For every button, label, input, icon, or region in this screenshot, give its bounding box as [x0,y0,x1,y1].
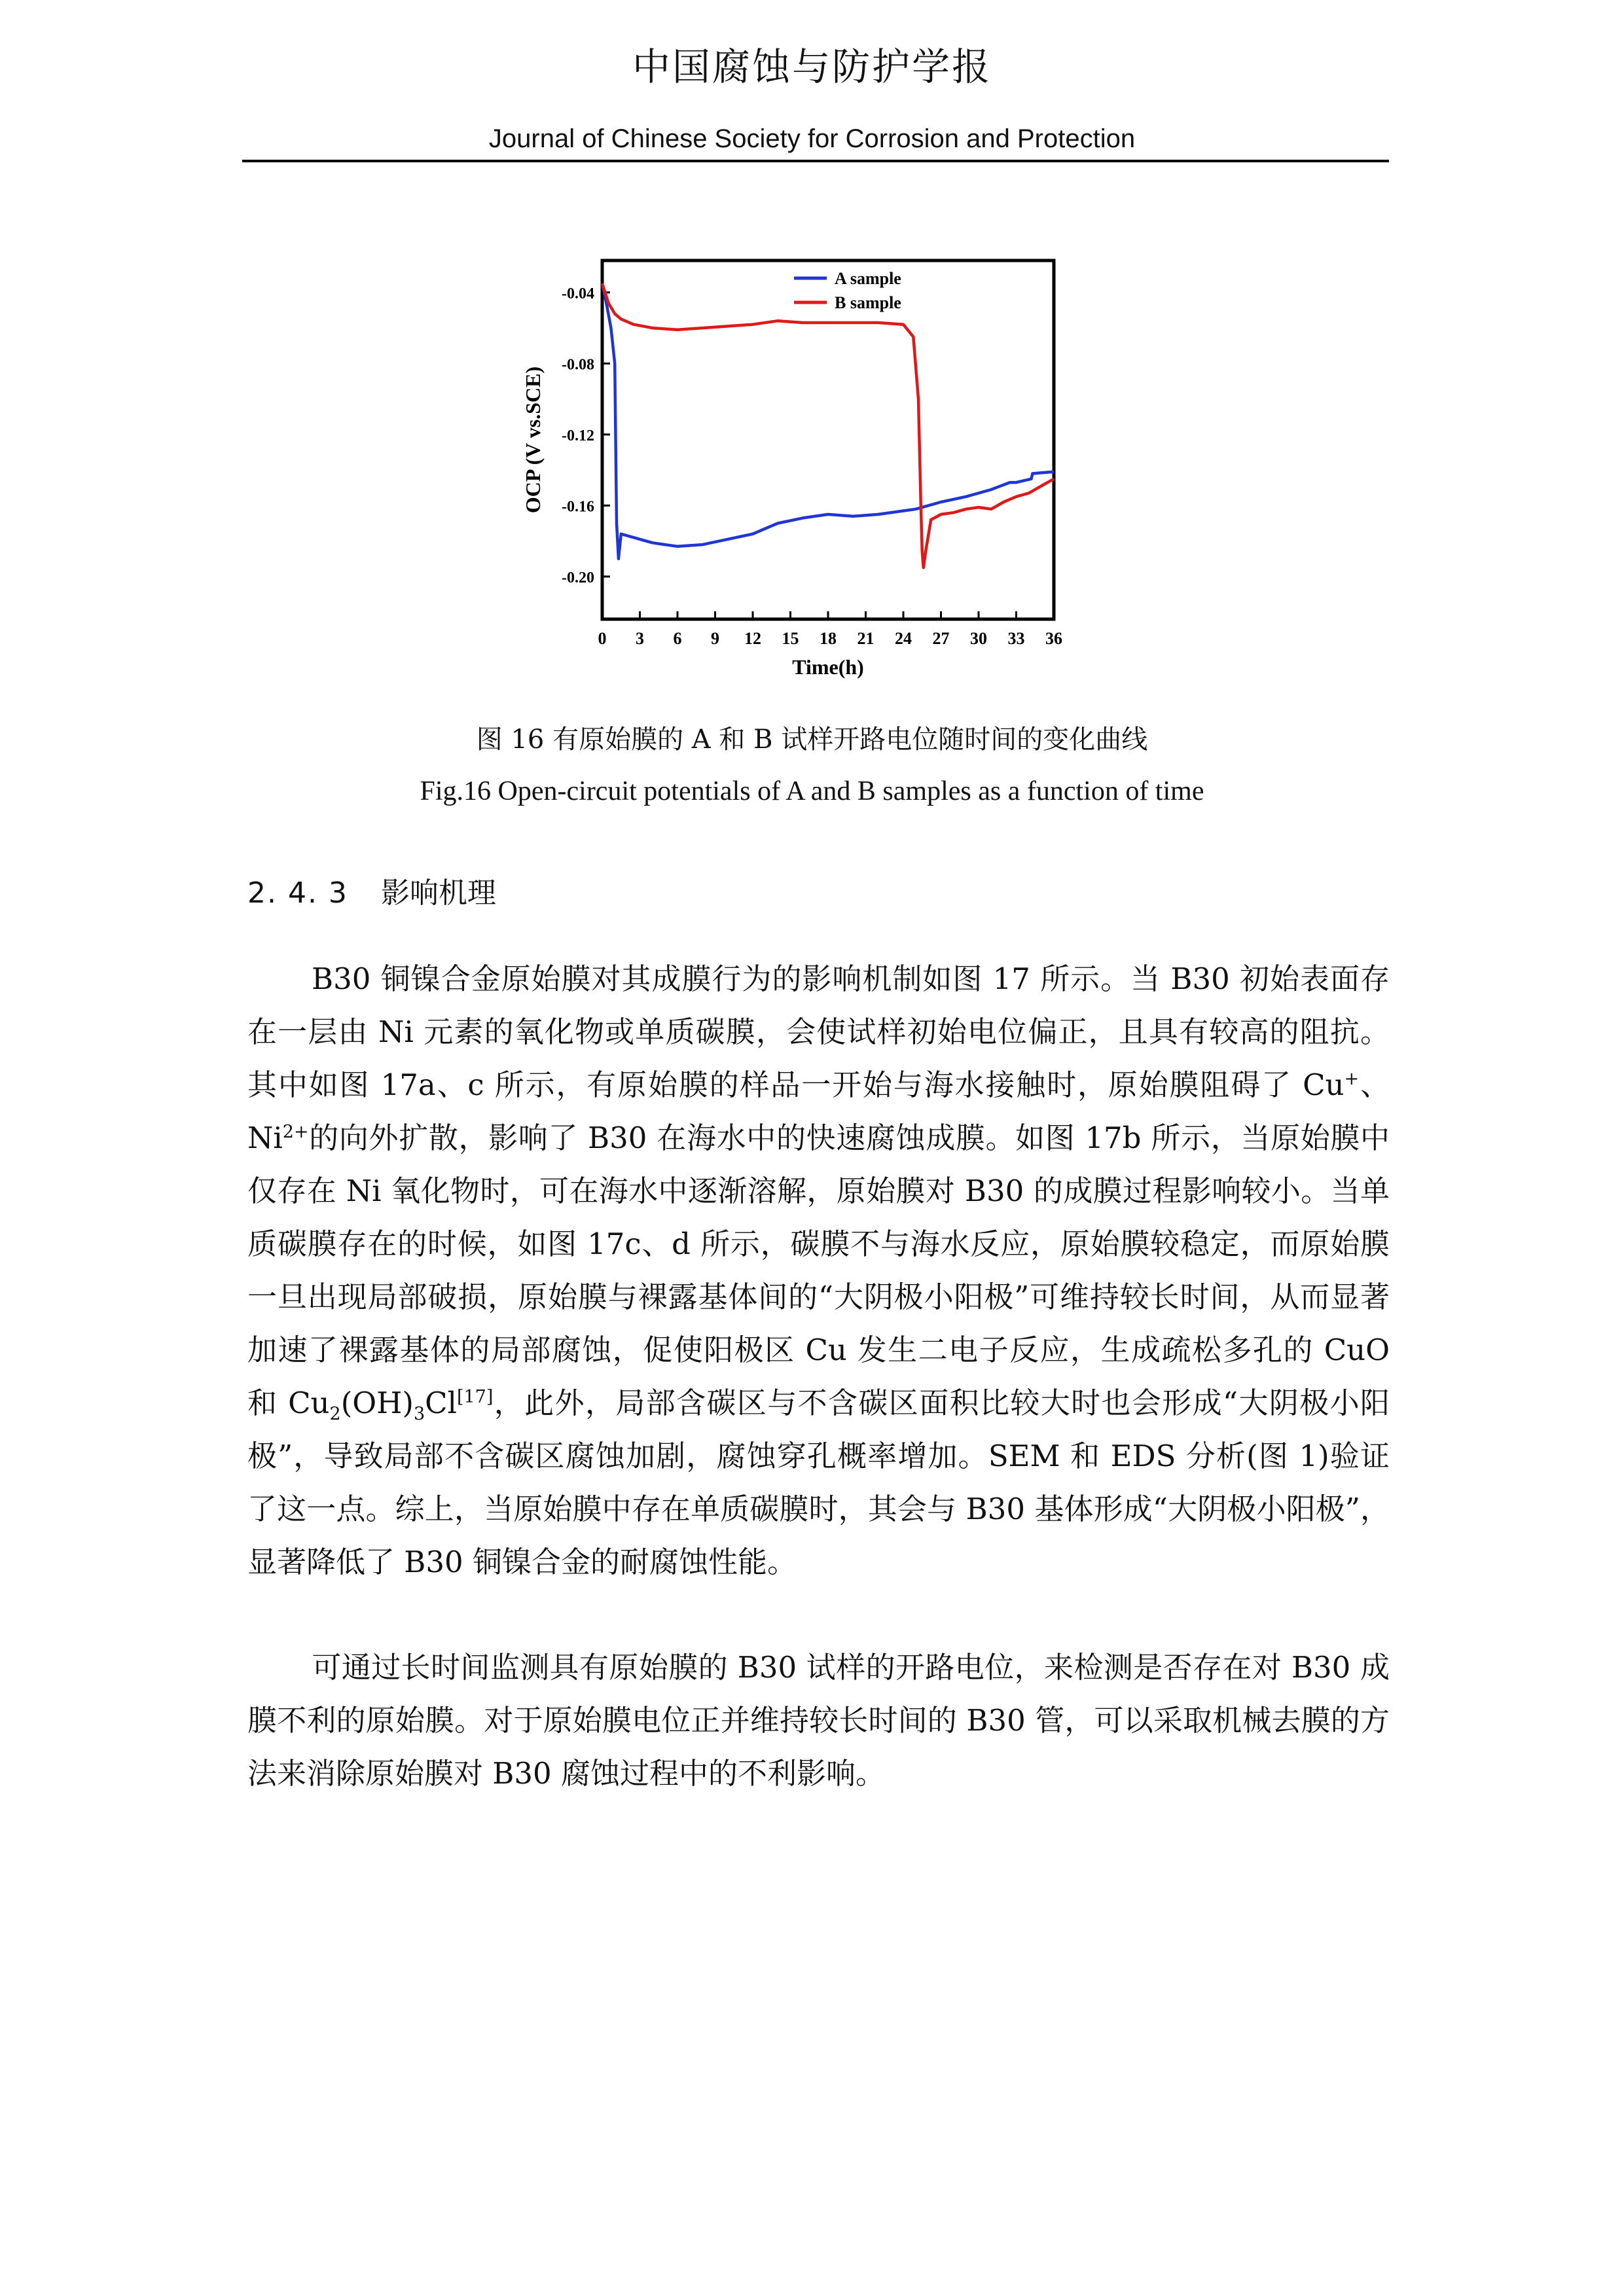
x-tick-label: 36 [1045,629,1062,648]
citation-ref: [17] [456,1387,494,1407]
x-tick-label: 27 [932,629,950,648]
x-tick-label: 12 [744,629,761,648]
y-tick-label: -0.08 [562,356,594,374]
subscript: 3 [413,1404,425,1424]
x-tick-label: 9 [711,629,719,648]
body-paragraph-2 [247,1641,1390,1800]
x-tick-label: 3 [636,629,644,648]
x-axis-label: Time(h) [792,655,864,679]
paragraph-text: Cl [425,1386,457,1420]
x-tick-label: 21 [857,629,875,648]
journal-title-cn: 中国腐蚀与防护学报 [632,45,992,89]
paragraph-text: 的向外扩散，影响了 B30 在海水中的快速腐蚀成膜。如图 17b 所示，当原始膜中仅存在 Ni 氧化物时，可在海水中逐渐溶解，原始膜对 B30 的成膜过程影响较小。当单质碳膜存在的时候，如图 17c、d 所示，碳膜不与海水反应，原始膜较稳定，而原始膜一旦出现局部破损，原始膜与裸露基体间的“大阴极小阳极”可维持较长时间，从而显著加速了裸露基体的局部腐蚀，促使阳极区 Cu 发生二电子反应，生成疏松多孔的 CuO 和 Cu [247,1121,1390,1420]
legend-label-b: B sample [835,293,901,312]
subscript: 2 [329,1404,341,1424]
superscript: + [1344,1069,1360,1089]
series-line-a [602,283,1054,559]
x-tick-label: 6 [673,629,682,648]
paragraph-text: 可通过长时间监测具有原始膜的 B30 试样的开路电位，来检测是否存在对 B30 成膜不利的原始膜。对于原始膜电位正并维持较长时间的 B30 管，可以采取机械去膜的方法来消除原始膜对 B30 腐蚀过程中的不利影响。 [247,1650,1390,1791]
body-paragraph-1 [247,952,1390,1588]
y-tick-label: -0.16 [562,498,594,516]
x-axis [598,611,1063,648]
y-axis-label: OCP (V vs.SCE) [521,366,545,514]
legend [794,269,901,312]
plot-frame [602,260,1054,619]
ocp-chart [504,242,1106,700]
section-title: 影响机理 [380,876,496,910]
x-tick-label: 30 [970,629,987,648]
journal-title-en: Journal of Chinese Society for Corrosion and Protection [488,124,1136,153]
x-tick-label: 15 [782,629,799,648]
series-line-b [602,283,1054,567]
x-tick-label: 0 [598,629,607,648]
y-tick-label: -0.20 [562,569,594,586]
legend-label-a: A sample [835,269,901,288]
figure-caption-cn: 图 16 有原始膜的 A 和 B 试样开路电位随时间的变化曲线 [476,725,1148,755]
section-heading [247,869,496,911]
y-tick-label: -0.04 [562,285,594,302]
x-tick-label: 24 [895,629,912,648]
x-tick-label: 33 [1007,629,1025,648]
paragraph-text: ，此外，局部含碳区与不含碳区面积比较大时也会形成“大阴极小阳极”，导致局部不含碳区腐蚀加剧，腐蚀穿孔概率增加。SEM 和 EDS 分析(图 1)验证了这一点。综上，当原始膜中存在单质碳膜时，其会与 B30 基体形成“大阴极小阳极”，显著降低了 B30 铜镍合金的耐腐蚀性能。 [247,1386,1390,1579]
paragraph-text: B30 铜镍合金原始膜对其成膜行为的影响机制如图 17 所示。当 B30 初始表面存在一层由 Ni 元素的氧化物或单质碳膜，会使试样初始电位偏正，且具有较高的阻抗。其中如图 17a、c 所示，有原始膜的样品一开始与海水接触时，原始膜阻碍了 Cu [247,961,1390,1102]
x-tick-label: 18 [820,629,837,648]
y-tick-label: -0.12 [562,427,594,444]
figure-caption-en: Fig.16 Open-circuit potentials of A and B samples as a function of time [420,776,1204,806]
section-number: 2. 4. 3 [247,876,348,910]
header-divider [242,160,1389,162]
series-lines [602,283,1054,567]
paragraph-text: (OH) [340,1386,414,1420]
superscript: 2+ [282,1122,309,1142]
paragraph-text: 、Ni [247,1067,1390,1155]
